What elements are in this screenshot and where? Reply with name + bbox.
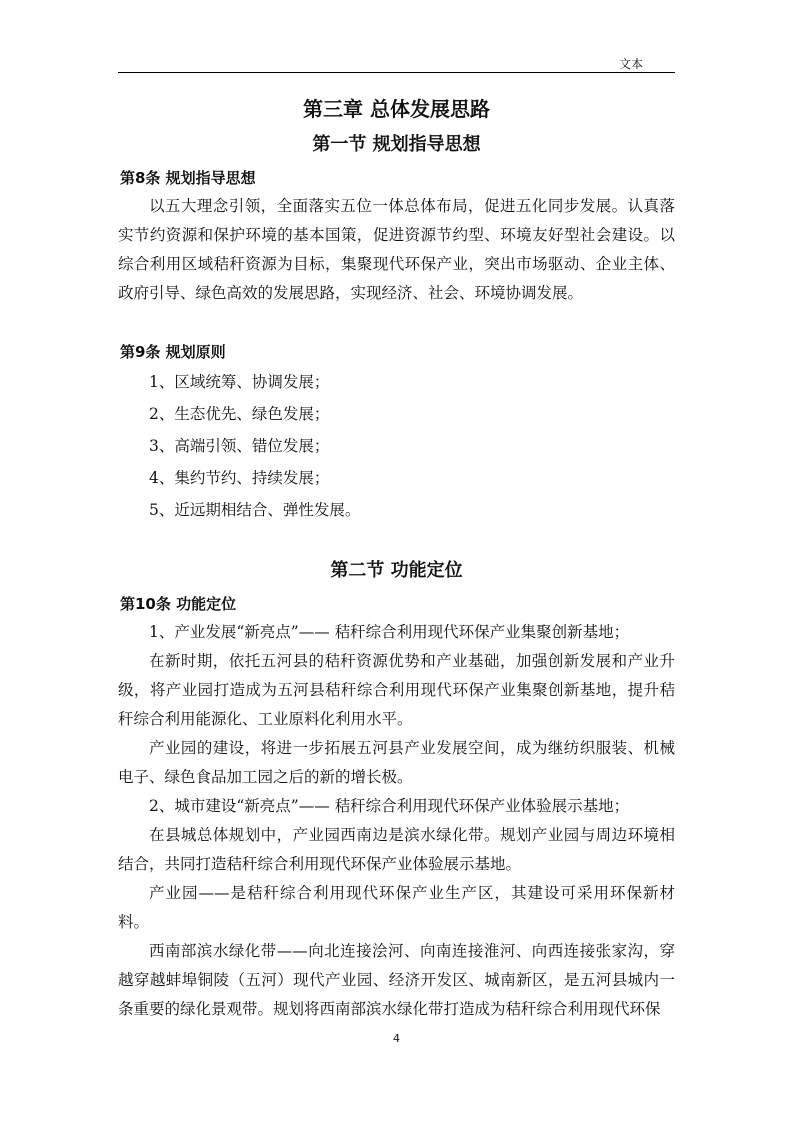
paragraph: 以五大理念引领，全面落实五位一体总体布局，促进五化同步发展。认真落实节约资源和保护环境的基本国策，促进资源节约型、环境友好型社会建设。以综合利用区域秸秆资源为目标，集聚现代环保产业，突出市场驱动、企业主体、政府引导、绿色高效的发展思路，实现经济、社会、环境协调发展。 — [118, 197, 675, 302]
paragraph: 1、产业发展“新亮点”—— 秸秆综合利用现代环保产业集聚创新基地； — [149, 623, 630, 641]
spacer — [118, 526, 675, 552]
list-item: 2、生态优先、绿色发展； — [149, 405, 330, 423]
section-title-2: 第二节 功能定位 — [330, 560, 463, 581]
spacer — [118, 308, 675, 336]
article-heading-8: 第8条 规划指导思想 — [120, 169, 256, 187]
page-number: 4 — [393, 1032, 400, 1045]
document-body — [118, 92, 675, 1024]
list-item: 1、区域统筹、协调发展； — [149, 373, 330, 391]
paragraph: 西南部滨水绿化带——向北连接浍河、向南连接淮河、向西连接张家沟，穿越穿越蚌埠铜陵（五河）现代产业园、经济开发区、城南新区，是五河县城内一条重要的绿化景观带。规划将西南部滨水绿化带打造成为秸秆综合利用现代环保 — [118, 942, 675, 1018]
paragraph: 2、城市建设“新亮点”—— 秸秆综合利用现代环保产业体验展示基地； — [149, 797, 630, 815]
list-item: 5、近远期相结合、弹性发展。 — [149, 501, 361, 519]
paragraph: 产业园——是秸秆综合利用现代环保产业生产区，其建设可采用环保新材料。 — [118, 884, 675, 931]
section-title-1: 第一节 规划指导思想 — [312, 134, 481, 155]
header-rule — [118, 72, 675, 73]
paragraph: 在县城总体规划中，产业园西南边是滨水绿化带。规划产业园与周边环境相结合，共同打造秸秆综合利用现代环保产业体验展示基地。 — [118, 826, 675, 873]
paragraph: 产业园的建设，将进一步拓展五河县产业发展空间，成为继纺织服装、机械电子、绿色食品加工园之后的新的增长极。 — [118, 739, 675, 786]
article-heading-10: 第10条 功能定位 — [120, 595, 237, 613]
list-item: 4、集约节约、持续发展； — [149, 469, 330, 487]
paragraph: 在新时期，依托五河县的秸秆资源优势和产业基础，加强创新发展和产业升级，将产业园打造成为五河县秸秆综合利用现代环保产业集聚创新基地，提升秸秆综合利用能源化、工业原料化利用水平。 — [118, 652, 675, 728]
chapter-title: 第三章 总体发展思路 — [303, 97, 490, 121]
list-item: 3、高端引领、错位发展； — [149, 437, 330, 455]
article-heading-9: 第9条 规划原则 — [120, 343, 226, 361]
header-label: 文本 — [618, 57, 643, 71]
